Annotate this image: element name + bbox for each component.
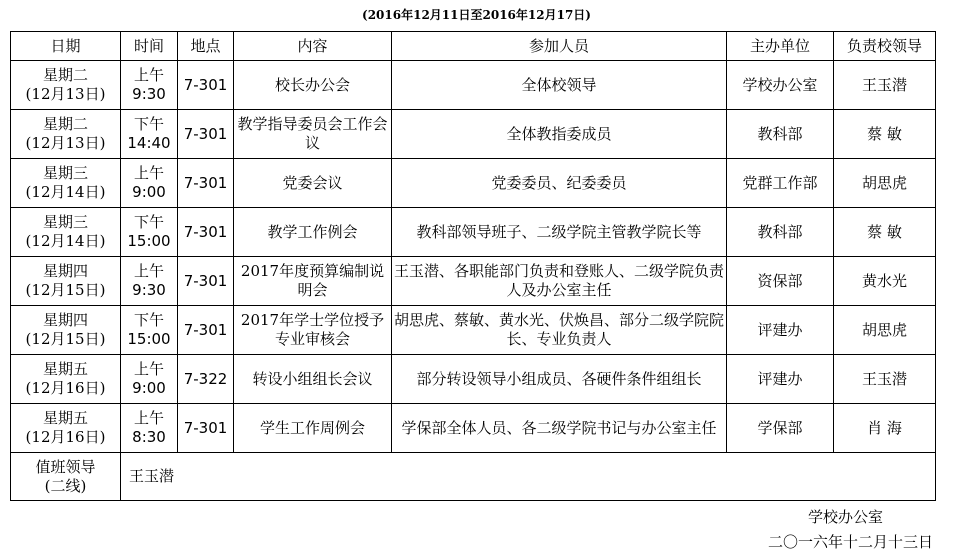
cell-time: [121, 208, 178, 257]
cell-content: [234, 159, 392, 208]
cell-period: 下午: [133, 115, 164, 133]
cell-content: [234, 404, 392, 453]
cell-period: 下午: [133, 213, 164, 231]
cell-time-value: 8:30: [132, 428, 166, 446]
cell-participants: [392, 208, 727, 257]
cell-date-value: (12月14日): [25, 232, 106, 250]
cell-date: [11, 355, 121, 404]
cell-date: [11, 110, 121, 159]
cell-time: [121, 110, 178, 159]
cell-content: [234, 208, 392, 257]
signature-date: 二〇一六年十二月十三日: [767, 533, 933, 551]
cell-date-value: (12月13日): [25, 134, 106, 152]
cell-content-value: 转设小组组长会议: [252, 369, 373, 388]
cell-content-value: 党委会议: [282, 173, 343, 192]
cell-participants-value: 学保部全体人员、各二级学院书记与办公室主任: [401, 418, 717, 437]
cell-leader: [834, 208, 936, 257]
cell-period: 下午: [133, 311, 164, 329]
duty-label-line1: 值班领导: [35, 457, 96, 476]
cell-time-value: 15:00: [127, 330, 171, 348]
cell-host: [727, 257, 834, 306]
cell-leader: [834, 404, 936, 453]
cell-date: [11, 208, 121, 257]
table-row: [11, 110, 936, 159]
cell-content-value: 教学工作例会: [267, 222, 358, 241]
cell-leader-value: 黄水光: [861, 271, 907, 290]
cell-content-value: 校长办公会: [274, 75, 350, 94]
cell-participants: [392, 306, 727, 355]
cell-time-value: 9:30: [132, 85, 166, 103]
cell-host: [727, 159, 834, 208]
cell-period: 上午: [133, 409, 164, 427]
cell-leader-value: 王玉潜: [861, 75, 907, 94]
cell-host-value: 教科部: [757, 124, 803, 143]
header-date: 日期: [11, 32, 121, 61]
cell-date-value: (12月16日): [25, 379, 106, 397]
cell-leader: [834, 257, 936, 306]
cell-period: 上午: [133, 164, 164, 182]
cell-leader: [834, 306, 936, 355]
header-place: 地点: [178, 32, 234, 61]
cell-place: [178, 306, 234, 355]
cell-date: [11, 404, 121, 453]
cell-period: 上午: [133, 262, 164, 280]
cell-content: [234, 355, 392, 404]
duty-label: [11, 453, 121, 501]
cell-participants-value: 王玉潜、各职能部门负责和登账人、二级学院负责人及办公室主任: [394, 262, 725, 299]
cell-participants: [392, 61, 727, 110]
cell-content-value: 学生工作周例会: [259, 418, 365, 437]
cell-time: [121, 306, 178, 355]
cell-place: [178, 355, 234, 404]
cell-weekday: 星期三: [42, 213, 88, 231]
cell-host-value: 党群工作部: [742, 173, 818, 192]
cell-time-value: 14:40: [127, 134, 171, 152]
schedule-table: [10, 31, 936, 501]
table-row: [11, 257, 936, 306]
table-row: [11, 208, 936, 257]
cell-place-value: 7-301: [183, 124, 228, 143]
cell-leader-value: 肖 海: [867, 418, 902, 437]
cell-period: 上午: [133, 66, 164, 84]
cell-host: [727, 110, 834, 159]
cell-leader-value: 王玉潜: [861, 369, 907, 388]
cell-host-value: 教科部: [757, 222, 803, 241]
cell-time-value: 15:00: [127, 232, 171, 250]
cell-place-value: 7-301: [183, 173, 228, 192]
cell-participants: [392, 159, 727, 208]
header-row: [11, 32, 936, 61]
cell-leader-value: 蔡 敏: [867, 222, 902, 241]
cell-host-value: 学校办公室: [742, 75, 818, 94]
header-content: 内容: [234, 32, 392, 61]
cell-weekday: 星期四: [42, 311, 88, 329]
duty-label-line2: (二线): [44, 476, 87, 495]
cell-participants-value: 教科部领导班子、二级学院主管教学院长等: [416, 222, 702, 241]
cell-place: [178, 404, 234, 453]
cell-place: [178, 61, 234, 110]
cell-host-value: 学保部: [757, 418, 803, 437]
cell-date-value: (12月14日): [25, 183, 106, 201]
cell-place: [178, 257, 234, 306]
cell-content: [234, 61, 392, 110]
cell-date: [11, 306, 121, 355]
table-row: [11, 159, 936, 208]
cell-date-value: (12月16日): [25, 428, 106, 446]
cell-leader: [834, 110, 936, 159]
cell-date-value: (12月15日): [25, 281, 106, 299]
table-row: [11, 61, 936, 110]
cell-date-value: (12月13日): [25, 85, 106, 103]
header-leader: 负责校领导: [834, 32, 936, 61]
cell-participants: [392, 404, 727, 453]
cell-content: [234, 110, 392, 159]
cell-place-value: 7-301: [183, 418, 228, 437]
cell-content: [234, 306, 392, 355]
cell-participants-value: 全体校领导: [521, 75, 597, 94]
cell-participants-value: 部分转设领导小组成员、各硬件条件组组长: [416, 369, 702, 388]
header-host: 主办单位: [727, 32, 834, 61]
duty-leader-name: 王玉潜: [121, 453, 936, 501]
cell-weekday: 星期四: [42, 262, 88, 280]
cell-place-value: 7-301: [183, 75, 228, 94]
cell-participants-value: 全体教指委成员: [506, 124, 612, 143]
cell-leader-value: 蔡 敏: [867, 124, 902, 143]
cell-weekday: 星期二: [42, 66, 88, 84]
cell-weekday: 星期三: [42, 164, 88, 182]
duty-row: [11, 453, 936, 501]
table-row: [11, 404, 936, 453]
cell-host: [727, 208, 834, 257]
cell-participants-value: 胡思虎、蔡敏、黄水光、伏焕昌、部分二级学院院长、专业负责人: [394, 311, 725, 348]
cell-date: [11, 257, 121, 306]
cell-host-value: 评建办: [757, 369, 803, 388]
cell-place-value: 7-322: [183, 369, 228, 388]
cell-participants: [392, 355, 727, 404]
cell-period: 上午: [133, 360, 164, 378]
cell-weekday: 星期五: [42, 360, 88, 378]
cell-time: [121, 404, 178, 453]
cell-weekday: 星期二: [42, 115, 88, 133]
cell-host: [727, 355, 834, 404]
header-participants: 参加人员: [392, 32, 727, 61]
cell-leader: [834, 355, 936, 404]
cell-participants: [392, 110, 727, 159]
table-row: [11, 306, 936, 355]
cell-participants: [392, 257, 727, 306]
cell-leader-value: 胡思虎: [861, 173, 907, 192]
cell-time-value: 9:30: [132, 281, 166, 299]
cell-time: [121, 61, 178, 110]
cell-host: [727, 306, 834, 355]
cell-content-value: 教学指导委员会工作会议: [237, 115, 388, 152]
cell-place-value: 7-301: [183, 271, 228, 290]
cell-place: [178, 110, 234, 159]
header-time: 时间: [121, 32, 178, 61]
cell-content-value: 2017年学士学位授予专业审核会: [240, 311, 385, 348]
cell-time: [121, 159, 178, 208]
cell-participants-value: 党委委员、纪委委员: [491, 173, 627, 192]
cell-place: [178, 159, 234, 208]
cell-date-value: (12月15日): [25, 330, 106, 348]
cell-host: [727, 404, 834, 453]
cell-place: [178, 208, 234, 257]
table-row: [11, 355, 936, 404]
cell-time: [121, 355, 178, 404]
cell-content-value: 2017年度预算编制说明会: [240, 262, 385, 299]
cell-time: [121, 257, 178, 306]
cell-time-value: 9:00: [132, 183, 166, 201]
cell-leader-value: 胡思虎: [861, 320, 907, 339]
cell-host-value: 资保部: [757, 271, 803, 290]
date-range: (2016年12月11日至2016年12月17日): [362, 8, 591, 22]
cell-host: [727, 61, 834, 110]
cell-host-value: 评建办: [757, 320, 803, 339]
cell-weekday: 星期五: [42, 409, 88, 427]
cell-place-value: 7-301: [183, 222, 228, 241]
cell-leader: [834, 159, 936, 208]
cell-leader: [834, 61, 936, 110]
cell-place-value: 7-301: [183, 320, 228, 339]
cell-time-value: 9:00: [132, 379, 166, 397]
cell-content: [234, 257, 392, 306]
cell-date: [11, 61, 121, 110]
cell-date: [11, 159, 121, 208]
signature-office: 学校办公室: [807, 508, 883, 526]
